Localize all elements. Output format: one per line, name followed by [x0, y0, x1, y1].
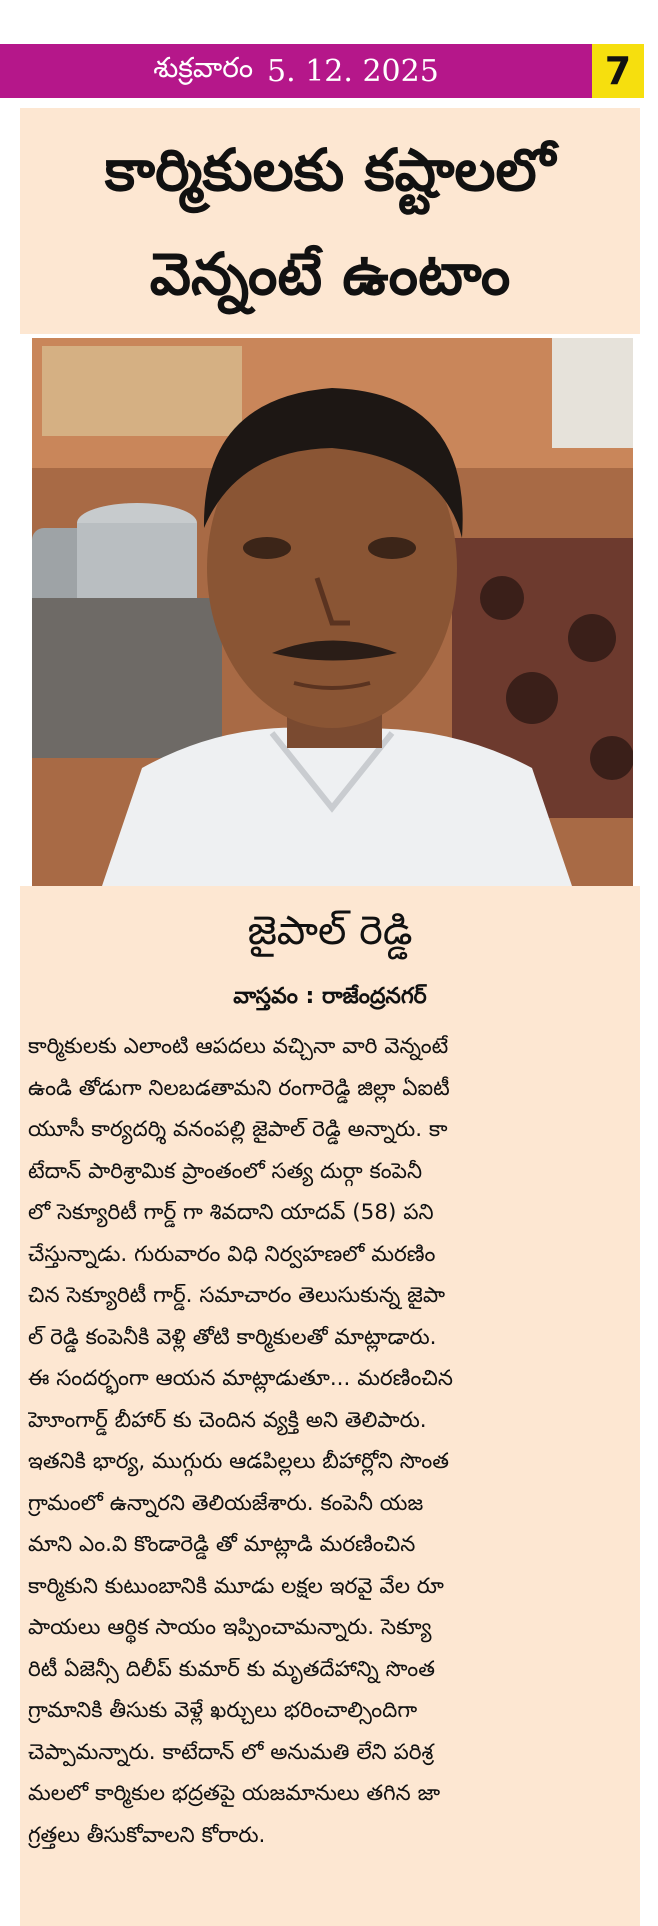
byline-name: జైపాల్ రెడ్డి	[247, 908, 413, 954]
body-line: మలలో కార్మికుల భద్రతపై యజమానులు తగిన జా	[28, 1781, 441, 1806]
header-bar	[0, 44, 592, 98]
article-body	[28, 1026, 634, 1856]
body-line: కార్మికుని కుటుంబానికి మూడు లక్షల ఇరవై వేల రూ	[28, 1573, 444, 1599]
headline-panel	[20, 108, 640, 334]
body-line: లో సెక్యూరిటీ గార్డ్ గా శివదాని యాదవ్ (58) పని	[28, 1200, 434, 1225]
portrait-photo	[32, 338, 633, 886]
body-line: ఉండి తోడుగా నిలబడతామని రంగారెడ్డి జిల్లా ఏఐటీ	[28, 1075, 450, 1101]
header-date: 5. 12. 2025	[267, 53, 439, 89]
page-number: 7	[604, 49, 632, 93]
body-line: రిటీ ఏజెన్సీ దిలీప్ కుమార్ కు మృతదేహాన్ని సొంత	[28, 1656, 435, 1682]
body-line: కార్మికులకు ఎలాంటి ఆపదలు వచ్చినా వారి వెన్నంటే	[28, 1034, 449, 1059]
body-line: చిన సెక్యూరిటీ గార్డ్. సమాచారం తెలుసుకున్న జైపా	[28, 1283, 446, 1308]
body-line: టేదాన్ పారిశ్రామిక ప్రాంతంలో సత్య దుర్గా కంపెనీ	[28, 1158, 423, 1184]
article-panel	[20, 886, 640, 1926]
dateline: వాస్తవం : రాజేంద్రనగర్	[233, 984, 427, 1009]
body-line: ల్ రెడ్డి కంపెనీకి వెళ్లి తోటి కార్మికులతో మాట్లాడారు.	[28, 1324, 437, 1350]
header-day: శుక్రవారం	[153, 51, 254, 84]
headline-line-2: వెన్నంటే ఉంటాం	[149, 240, 511, 308]
headline-line-1: కార్మికులకు కష్టాలలో	[104, 136, 556, 204]
body-line: పాయలు ఆర్థిక సాయం ఇప్పించామన్నారు. సెక్యూ	[28, 1615, 432, 1640]
body-line: యూసీ కార్యదర్శి వనంపల్లి జైపాల్ రెడ్డి అన్నారు. కా	[28, 1117, 448, 1142]
body-line: ఇతనికి భార్య, ముగ్గురు ఆడపిల్లలు బీహార్లోని సొంత	[28, 1449, 450, 1474]
body-line: గ్రామంలో ఉన్నారని తెలియజేశారు. కంపెనీ యజ	[28, 1490, 424, 1516]
page-number-box	[592, 44, 644, 98]
portrait-illustration	[32, 338, 633, 886]
body-line: హెూంగార్డ్ బీహార్ కు చెందిన వ్యక్తి అని తెలిపారు.	[28, 1407, 427, 1433]
body-line: మాని ఎం.వి కొండారెడ్డి తో మాట్లాడి మరణించిన	[28, 1532, 416, 1557]
body-line: ఈ సందర్భంగా ఆయన మాట్లాడుతూ... మరణించిన	[28, 1366, 453, 1391]
body-line: చేస్తున్నాడు. గురువారం విధి నిర్వహణలో మరణిం	[28, 1241, 436, 1267]
body-line: గ్రామానికి తీసుకు వెళ్లే ఖర్చులు భరించాల్సిందిగా	[28, 1698, 418, 1723]
body-line: గ్రత్తలు తీసుకోవాలని కోరారు.	[28, 1822, 266, 1848]
body-line: చెప్పామన్నారు. కాటేదాన్ లో అనుమతి లేని పరిశ్ర	[28, 1739, 434, 1765]
